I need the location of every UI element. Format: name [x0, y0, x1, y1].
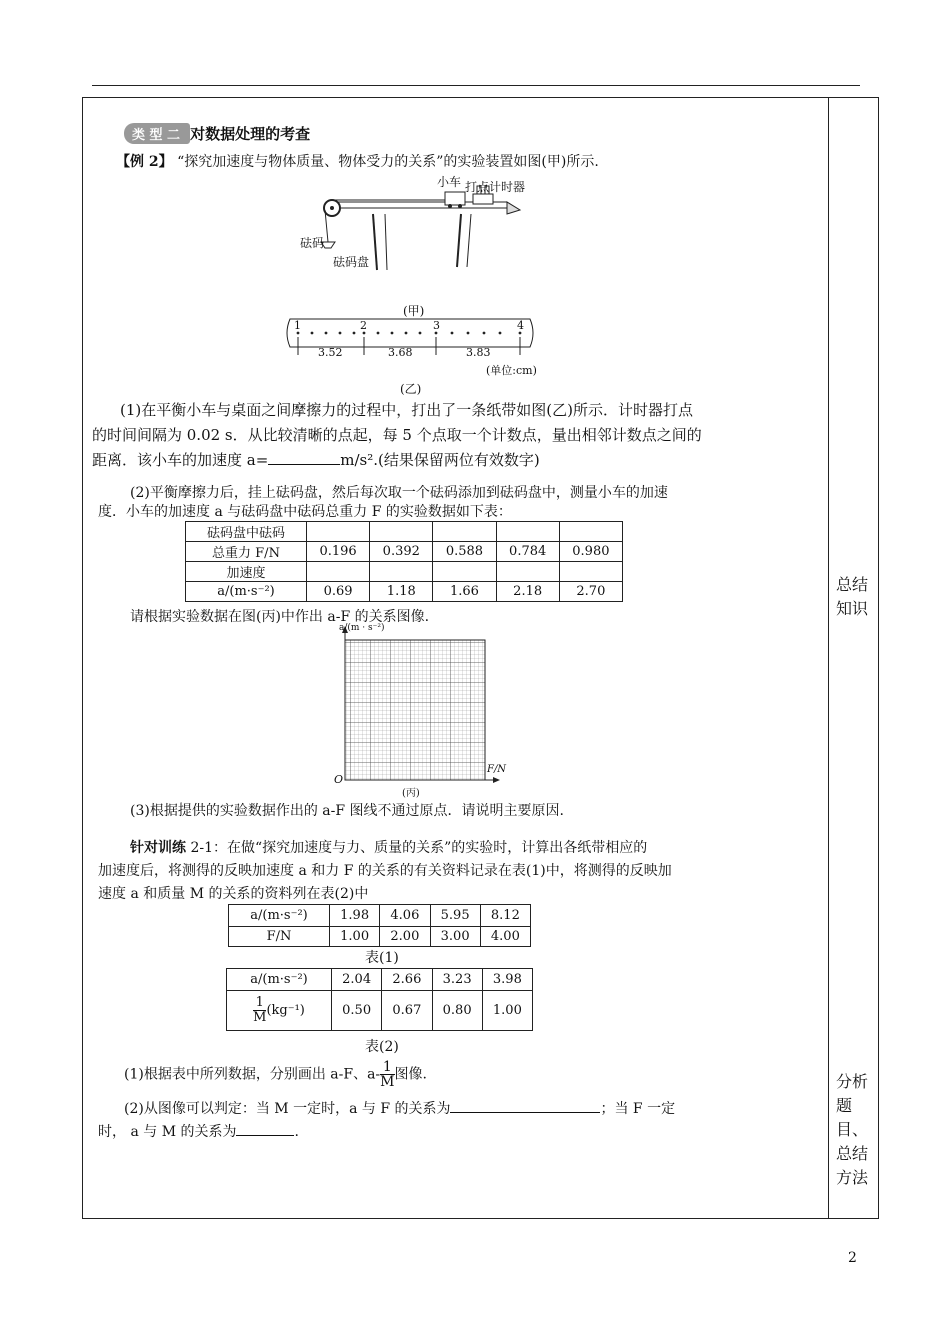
table-cell: 1.98 [330, 905, 380, 927]
caption-yi: (乙) [400, 382, 422, 396]
tape-point-2: 2 [360, 319, 367, 332]
fraction-denominator: M [253, 1010, 267, 1025]
training-q2-line1 [124, 1097, 675, 1121]
table-cell: 0.588 [433, 542, 496, 562]
table-cell: 8.12 [480, 905, 530, 927]
table-cell: 0.392 [370, 542, 433, 562]
table-cell: 0.69 [307, 582, 370, 602]
training-table2 [226, 968, 533, 1031]
training-q2-end: . [294, 1124, 299, 1140]
table-cell [496, 522, 559, 542]
table-cell: 4.06 [380, 905, 430, 927]
table-cell: 3.23 [432, 969, 482, 991]
table-cell: 总重力 F/N [186, 542, 307, 562]
label-weight: 砝码 [300, 236, 325, 250]
tape-point-1: 1 [294, 319, 301, 332]
table-row [227, 969, 533, 991]
table-cell [496, 562, 559, 582]
q1-line2: 的时间间隔为 0.02 s．从比较清晰的点起，每 5 个点取一个计数点，量出相邻计数点之间的 [92, 426, 702, 444]
q1-line3 [92, 447, 540, 473]
sidebar-analysis-line: 分析 [836, 1072, 869, 1091]
sidebar-summary [836, 573, 874, 621]
q2-instruction: 请根据实验数据在图(丙)中作出 a-F 的关系图像. [130, 609, 430, 625]
training-line2: 加速度后，将测得的反映加速度 a 和力 F 的关系的有关资料记录在表(1)中，将测得的反映加 [98, 863, 672, 879]
fraction-numerator: 1 [380, 1060, 394, 1075]
timer-body [473, 194, 493, 204]
table-cell: 3.98 [482, 969, 532, 991]
table-cell: 1.00 [482, 991, 532, 1031]
training-line1 [130, 836, 647, 860]
table-cell: 5.95 [430, 905, 480, 927]
sidebar-summary-line: 知识 [836, 599, 869, 618]
column-divider [828, 97, 829, 1219]
q3-text: (3)根据提供的实验数据作出的 a-F 图线不通过原点．请说明主要原因. [130, 803, 564, 819]
q1-answer-blank[interactable] [268, 464, 340, 465]
table-cell [370, 522, 433, 542]
training-table1 [228, 904, 531, 947]
table-cell [227, 991, 332, 1031]
section-title: 对数据处理的考查 [190, 125, 311, 143]
tape-distance-3: 3.83 [466, 346, 491, 359]
graph-grid [345, 640, 485, 780]
table-cell [559, 522, 622, 542]
training-q2-blank2[interactable] [236, 1135, 294, 1136]
q1-line1: (1)在平衡小车与桌面之间摩擦力的过程中，打出了一条纸带如图(乙)所示．计时器打点 [120, 401, 693, 419]
sidebar-analysis-line: 题 [836, 1096, 853, 1115]
graph-origin: O [334, 773, 344, 786]
training-q1 [124, 1060, 427, 1089]
section-heading [124, 121, 310, 147]
graph-y-label: a/(m · s⁻²) [339, 623, 385, 633]
q2-line2: 度．小车的加速度 a 与砝码盘中砝码总重力 F 的实验数据如下表： [98, 504, 512, 520]
training-q2-prefix: (2)从图像可以判定：当 M 一定时，a 与 F 的关系为 [124, 1101, 451, 1117]
header-rule [92, 85, 860, 86]
caption-jia: (甲) [403, 304, 425, 318]
table-cell: 2.70 [559, 582, 622, 602]
table-row [186, 542, 623, 562]
training-q1-prefix: (1)根据表中所列数据，分别画出 a-F、a- [124, 1066, 381, 1083]
table-cell [433, 562, 496, 582]
table-cell: a/(m·s⁻²) [227, 969, 332, 991]
table-cell: 0.80 [432, 991, 482, 1031]
table-cell: 砝码盘中砝码 [186, 522, 307, 542]
table-row [229, 927, 531, 947]
section-badge: 类 型 二 [124, 123, 190, 144]
fraction [380, 1060, 394, 1089]
tape-point-3: 3 [433, 319, 440, 332]
table-row [227, 991, 533, 1031]
tape-point-4: 4 [517, 319, 524, 332]
training-q2-middle: ；当 F 一定 [600, 1101, 676, 1117]
table-cell: a/(m·s⁻²) [229, 905, 330, 927]
table-cell: 1.00 [330, 927, 380, 947]
sidebar-analysis [836, 1070, 874, 1190]
table-cell: 0.196 [307, 542, 370, 562]
sidebar-analysis-line: 方法 [836, 1168, 869, 1187]
training-q2-line2 [98, 1120, 299, 1144]
table1-caption: 表(1) [365, 950, 399, 966]
label-timer: 打点计时器 [465, 180, 526, 194]
example-text: “探究加速度与物体质量、物体受力的关系”的实验装置如图(甲)所示. [177, 154, 599, 170]
cart-body [445, 192, 465, 205]
training-q2-second: 时， a 与 M 的关系为 [98, 1124, 237, 1140]
fraction-numerator: 1 [253, 996, 266, 1011]
table2-caption: 表(2) [365, 1039, 399, 1055]
table-cell: 1.66 [433, 582, 496, 602]
table-cell: 1.18 [370, 582, 433, 602]
table-cell [370, 562, 433, 582]
table-cell: 4.00 [480, 927, 530, 947]
caption-bing: (丙) [402, 788, 420, 799]
table-row [186, 562, 623, 582]
table-cell: 0.50 [332, 991, 382, 1031]
training-q2-blank1[interactable] [450, 1112, 600, 1113]
sidebar-analysis-line: 总结 [836, 1144, 869, 1163]
example-label: 【例 2】 [116, 154, 173, 170]
fraction [253, 996, 266, 1025]
q1-line3-prefix: 距离．该小车的加速度 a= [92, 451, 269, 469]
table-leg-right [457, 214, 461, 267]
table-row [186, 522, 623, 542]
table-cell: 0.67 [382, 991, 432, 1031]
table-cell [433, 522, 496, 542]
training-line3: 速度 a 和质量 M 的关系的资料列在表(2)中 [98, 886, 369, 902]
table-cell: 2.00 [380, 927, 430, 947]
table-cell: 0.980 [559, 542, 622, 562]
table-row [229, 905, 531, 927]
table-cell: 2.04 [332, 969, 382, 991]
tape-distance-2: 3.68 [388, 346, 413, 359]
training-q1-suffix: 图像. [394, 1066, 427, 1083]
q2-data-table [185, 521, 623, 602]
table-row [186, 582, 623, 602]
cart-wheel-1 [448, 204, 452, 208]
label-pan: 砝码盘 [333, 255, 370, 269]
table-cell: a/(m·s⁻²) [186, 582, 307, 602]
graph-grid-figure [330, 622, 510, 800]
graph-x-label: F/N [487, 764, 507, 775]
table-cell [307, 562, 370, 582]
example-statement [116, 150, 816, 174]
tape-unit: (单位:cm) [486, 364, 537, 377]
training-line1-text: 2-1：在做“探究加速度与力、质量的关系”的实验时，计算出各纸带相应的 [190, 840, 648, 856]
tape-distance-1: 3.52 [318, 346, 343, 359]
table-cell [307, 522, 370, 542]
table-cell: F/N [229, 927, 330, 947]
sidebar-analysis-line: 目、 [836, 1120, 869, 1139]
page-number: 2 [848, 1250, 857, 1266]
table-leg-left-2 [385, 214, 387, 270]
label-car: 小车 [437, 175, 462, 189]
table-cell [559, 562, 622, 582]
fraction-denominator: M [380, 1074, 395, 1090]
table-cell: 3.00 [430, 927, 480, 947]
table-cell: 2.66 [382, 969, 432, 991]
table-leg-right-2 [467, 214, 471, 267]
q2-line1: (2)平衡摩擦力后，挂上砝码盘，然后每次取一个砝码添加到砝码盘中，测量小车的加速 [130, 485, 668, 501]
table-edge [507, 202, 520, 214]
sidebar-summary-line: 总结 [836, 575, 869, 594]
cart-wheel-2 [458, 204, 462, 208]
table-cell: 加速度 [186, 562, 307, 582]
q1-line3-suffix: m/s².(结果保留两位有效数字) [340, 451, 540, 469]
tape-outline [287, 319, 533, 347]
fraction-unit: (kg⁻¹) [266, 1003, 305, 1018]
training-label: 针对训练 [130, 840, 186, 856]
table-cell: 0.784 [496, 542, 559, 562]
table-cell: 2.18 [496, 582, 559, 602]
x-axis-arrow [493, 777, 500, 783]
pulley-axle [330, 206, 334, 210]
table-leg-left [373, 214, 377, 270]
